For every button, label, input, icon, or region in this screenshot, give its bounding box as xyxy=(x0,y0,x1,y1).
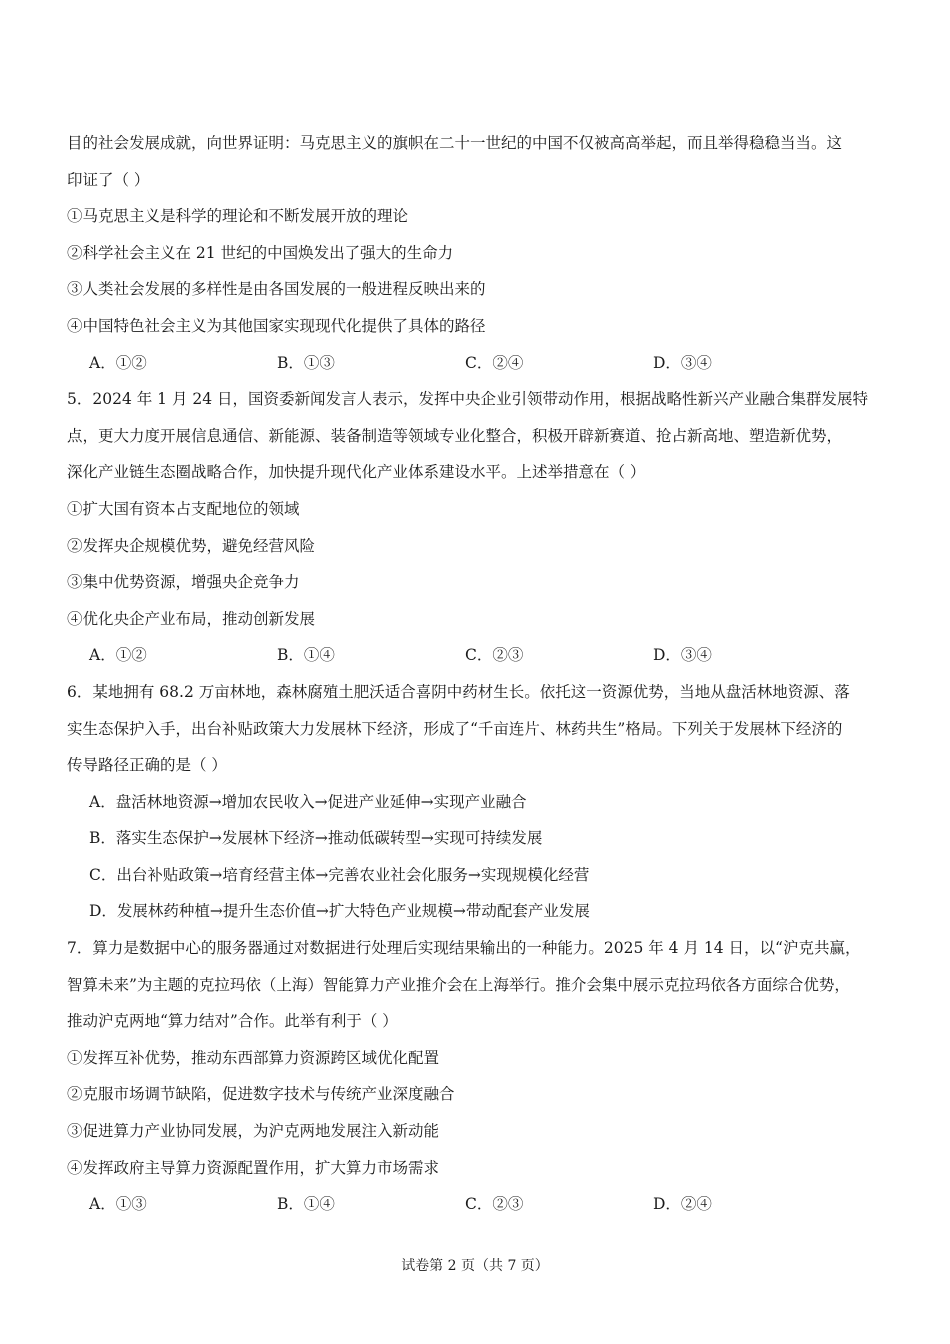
question-4-options xyxy=(67,345,889,382)
question-5-options xyxy=(67,637,889,674)
question-4-item-2: ②科学社会主义在 21 世纪的中国焕发出了强大的生命力 xyxy=(67,243,454,262)
question-4-option-d: D．③④ xyxy=(653,353,712,372)
question-6-choice-b: B．落实生态保护→发展林下经济→推动低碳转型→实现可持续发展 xyxy=(89,829,543,848)
question-4-option-c: C．②④ xyxy=(465,353,524,372)
question-7-option-c: C．②③ xyxy=(465,1195,524,1214)
question-5-stem-line-3: 深化产业链生态圈战略合作，加快提升现代化产业体系建设水平。上述举措意在（ ） xyxy=(67,463,646,482)
question-4-stem-line-1: 目的社会发展成就，向世界证明：马克思主义的旗帜在二十一世纪的中国不仅被高高举起，而且举得稳稳当当。这 xyxy=(67,134,843,152)
question-6-choice-a: A．盘活林地资源→增加农民收入→促进产业延伸→实现产业融合 xyxy=(89,792,527,811)
question-5-option-a: A．①② xyxy=(89,646,147,665)
question-6 xyxy=(67,674,889,930)
question-5-option-c: C．②③ xyxy=(465,646,524,665)
question-7-item-4: ④发挥政府主导算力资源配置作用，扩大算力市场需求 xyxy=(67,1158,440,1177)
question-5-item-4: ④优化央企产业布局，推动创新发展 xyxy=(67,609,316,628)
question-6-choice-c: C．出台补贴政策→培育经营主体→完善农业社会化服务→实现规模化经营 xyxy=(89,865,590,884)
question-7-item-3: ③促进算力产业协同发展，为沪克两地发展注入新动能 xyxy=(67,1122,440,1141)
page-content xyxy=(67,125,889,1223)
question-4-option-a: A．①② xyxy=(89,353,147,372)
question-4 xyxy=(67,125,889,381)
question-6-stem-line-2: 实生态保护入手，出台补贴政策大力发展林下经济，形成了“千亩连片、林药共生”格局。下列关于发展林下经济的 xyxy=(67,719,843,738)
question-5-stem-line-2: 点，更大力度开展信息通信、新能源、装备制造等领域专业化整合，积极开辟新赛道、抢占新高地、塑造新优势， xyxy=(67,426,843,445)
question-5-stem-line-1: 5．2024 年 1 月 24 日，国资委新闻发言人表示，发挥中央企业引领带动作用，根据战略性新兴产业融合集群发展特 xyxy=(67,390,869,409)
page-footer: 试卷第 2 页（共 7 页） xyxy=(401,1258,549,1274)
question-7-stem-line-3: 推动沪克两地“算力结对”合作。此举有利于（ ） xyxy=(67,1012,398,1031)
question-4-option-b: B．①③ xyxy=(277,353,335,372)
question-6-stem-line-3: 传导路径正确的是（ ） xyxy=(67,756,227,775)
question-7-stem-line-1: 7．算力是数据中心的服务器通过对数据进行处理后实现结果输出的一种能力。2025 年 4 月 14 日，以“沪克共赢， xyxy=(67,939,861,958)
question-4-item-4: ④中国特色社会主义为其他国家实现现代化提供了具体的路径 xyxy=(67,316,486,335)
question-5-item-2: ②发挥央企规模优势，避免经营风险 xyxy=(67,536,316,555)
question-6-stem-line-1: 6．某地拥有 68.2 万亩林地，森林腐殖土肥沃适合喜阴中药材生长。依托这一资源优势，当地从盘活林地资源、落 xyxy=(67,682,850,701)
question-7-options xyxy=(67,1186,889,1223)
question-5-option-d: D．③④ xyxy=(653,646,712,665)
question-6-choice-d: D．发展林药种植→提升生态价值→扩大特色产业规模→带动配套产业发展 xyxy=(89,902,590,921)
question-7-option-b: B．①④ xyxy=(277,1195,335,1214)
question-7-option-d: D．②④ xyxy=(653,1195,712,1214)
question-5 xyxy=(67,381,889,674)
question-7-stem-line-2: 智算未来”为主题的克拉玛依（上海）智能算力产业推介会在上海举行。推介会集中展示克拉玛依各方面综合优势， xyxy=(67,975,850,994)
question-7-item-1: ①发挥互补优势，推动东西部算力资源跨区域优化配置 xyxy=(67,1048,440,1067)
question-4-item-1: ①马克思主义是科学的理论和不断发展开放的理论 xyxy=(67,207,409,226)
question-7 xyxy=(67,930,889,1223)
question-4-stem-line-2: 印证了（ ） xyxy=(67,170,150,189)
question-7-item-2: ②克服市场调节缺陷，促进数字技术与传统产业深度融合 xyxy=(67,1085,455,1104)
question-5-option-b: B．①④ xyxy=(277,646,335,665)
question-5-item-1: ①扩大国有资本占支配地位的领域 xyxy=(67,499,300,518)
question-5-item-3: ③集中优势资源，增强央企竞争力 xyxy=(67,573,300,592)
question-7-option-a: A．①③ xyxy=(89,1195,147,1214)
question-4-item-3: ③人类社会发展的多样性是由各国发展的一般进程反映出来的 xyxy=(67,280,486,299)
